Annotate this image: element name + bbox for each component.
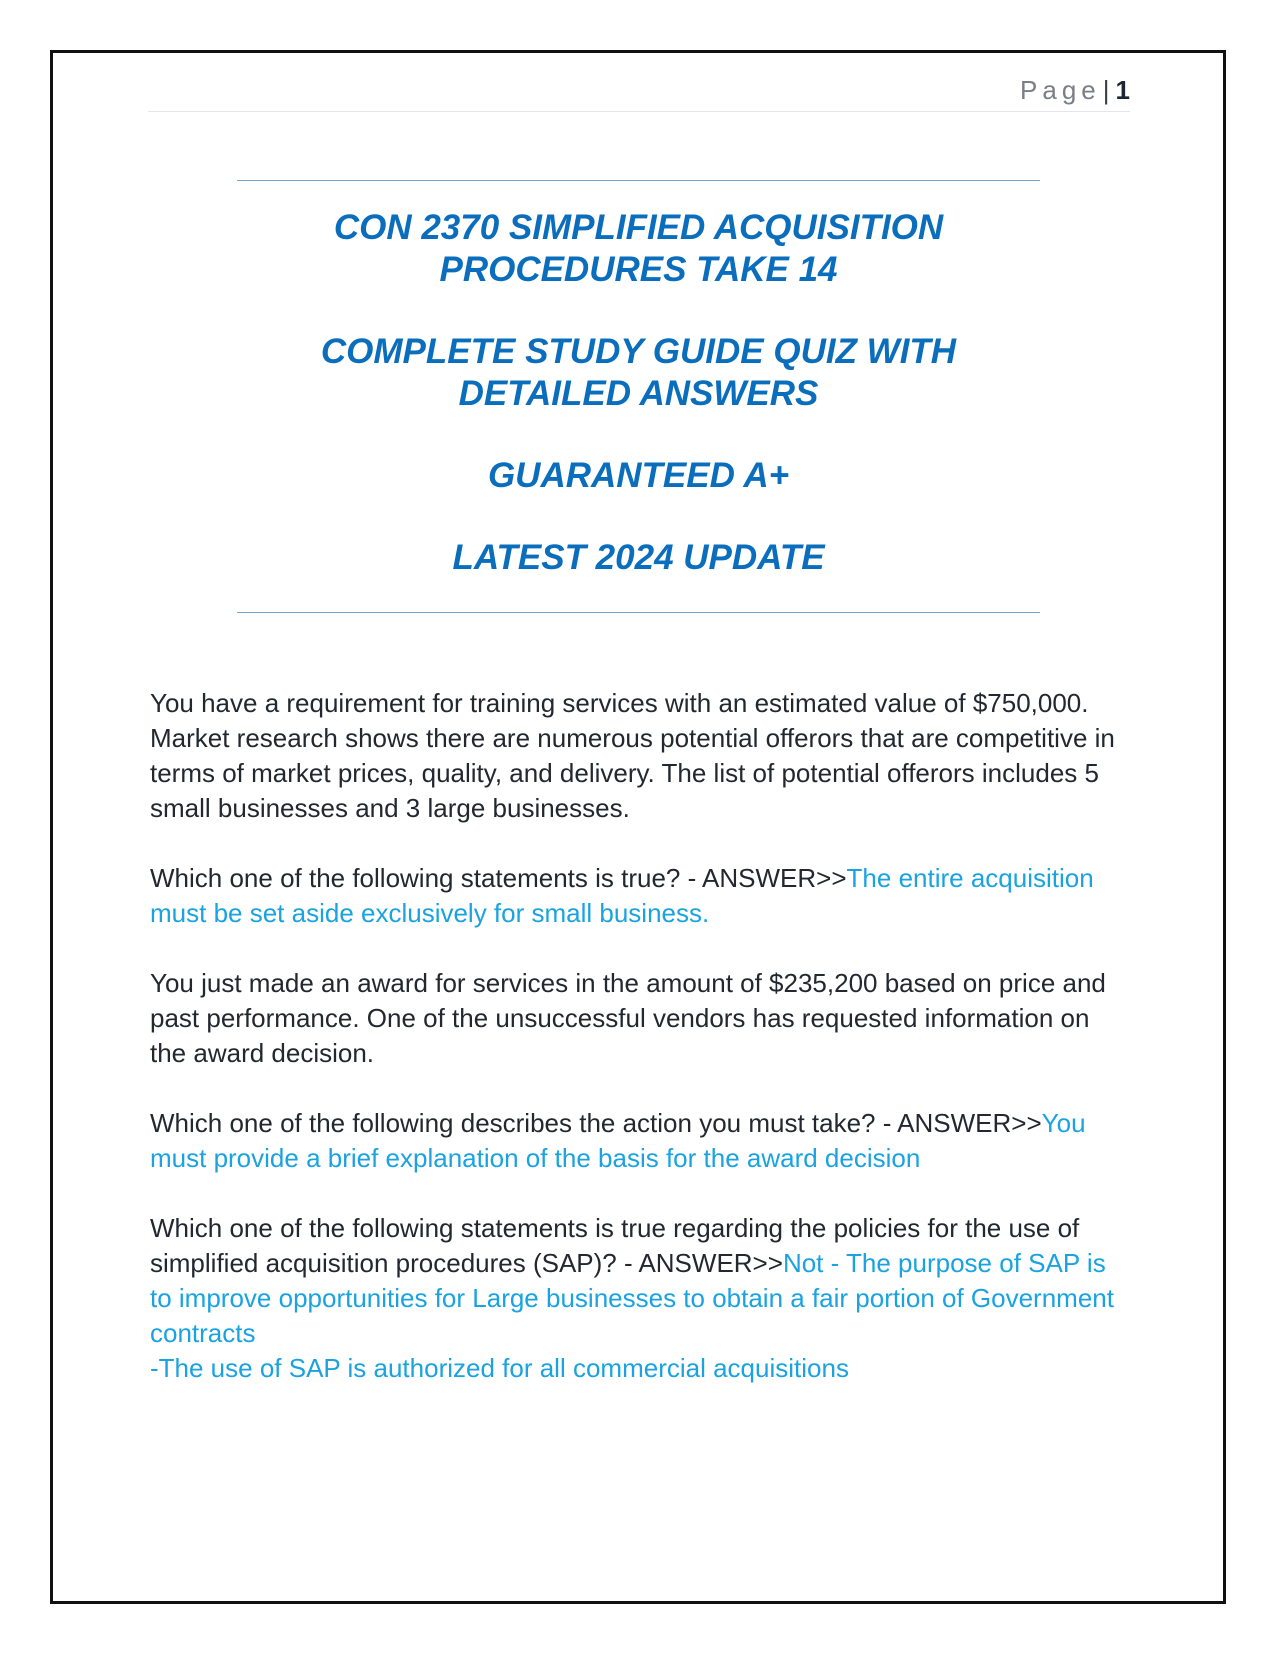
q3-answer-line1: Not - The purpose of SAP is to improve opportunities for Large businesses to obtain a fair portion of Government contracts [150, 1248, 1114, 1348]
title-top-rule [237, 180, 1040, 181]
page-header [148, 75, 1130, 112]
page-separator: | [1102, 75, 1110, 105]
document-title [237, 207, 1040, 579]
title-bottom-rule [237, 612, 1040, 613]
title-line-update: LATEST 2024 UPDATE [452, 538, 825, 577]
q2-context: You just made an award for services in the amount of $235,200 based on price and past performance. One of the unsuccessful vendors has requested information on the award decision. [150, 968, 1106, 1068]
q1-question: Which one of the following statements is true? - ANSWER>> [150, 863, 847, 893]
q2-item [150, 1106, 1130, 1176]
q3-item [150, 1211, 1130, 1386]
q1-answer: The entire acquisition must be set aside exclusively for small business. [150, 863, 1094, 928]
q2-answer: You must provide a brief explanation of the basis for the award decision [150, 1108, 1086, 1173]
title-line-guarantee: GUARANTEED A+ [487, 456, 790, 495]
q1-context: You have a requirement for training services with an estimated value of $750,000. Market research shows there are numerous potential offerors that are competitive in terms of market prices, quality, and delivery. The list of potential offerors includes 5 small businesses and 3 large businesses. [150, 688, 1115, 823]
q3-question: Which one of the following statements is true regarding the policies for the use of simplified acquisition procedures (SAP)? - ANSWER>> [150, 1213, 1080, 1278]
q1-item [150, 861, 1130, 931]
page-number: 1 [1115, 75, 1130, 105]
title-line-guide: COMPLETE STUDY GUIDE QUIZ WITH DETAILED ANSWERS [320, 332, 957, 413]
document-body [150, 686, 1130, 1421]
page-label: Page [1020, 75, 1101, 105]
q3-answer-line2: -The use of SAP is authorized for all commercial acquisitions [150, 1353, 849, 1383]
q2-question: Which one of the following describes the action you must take? - ANSWER>> [150, 1108, 1042, 1138]
title-line-course: CON 2370 SIMPLIFIED ACQUISITION PROCEDURES TAKE 14 [333, 208, 944, 289]
